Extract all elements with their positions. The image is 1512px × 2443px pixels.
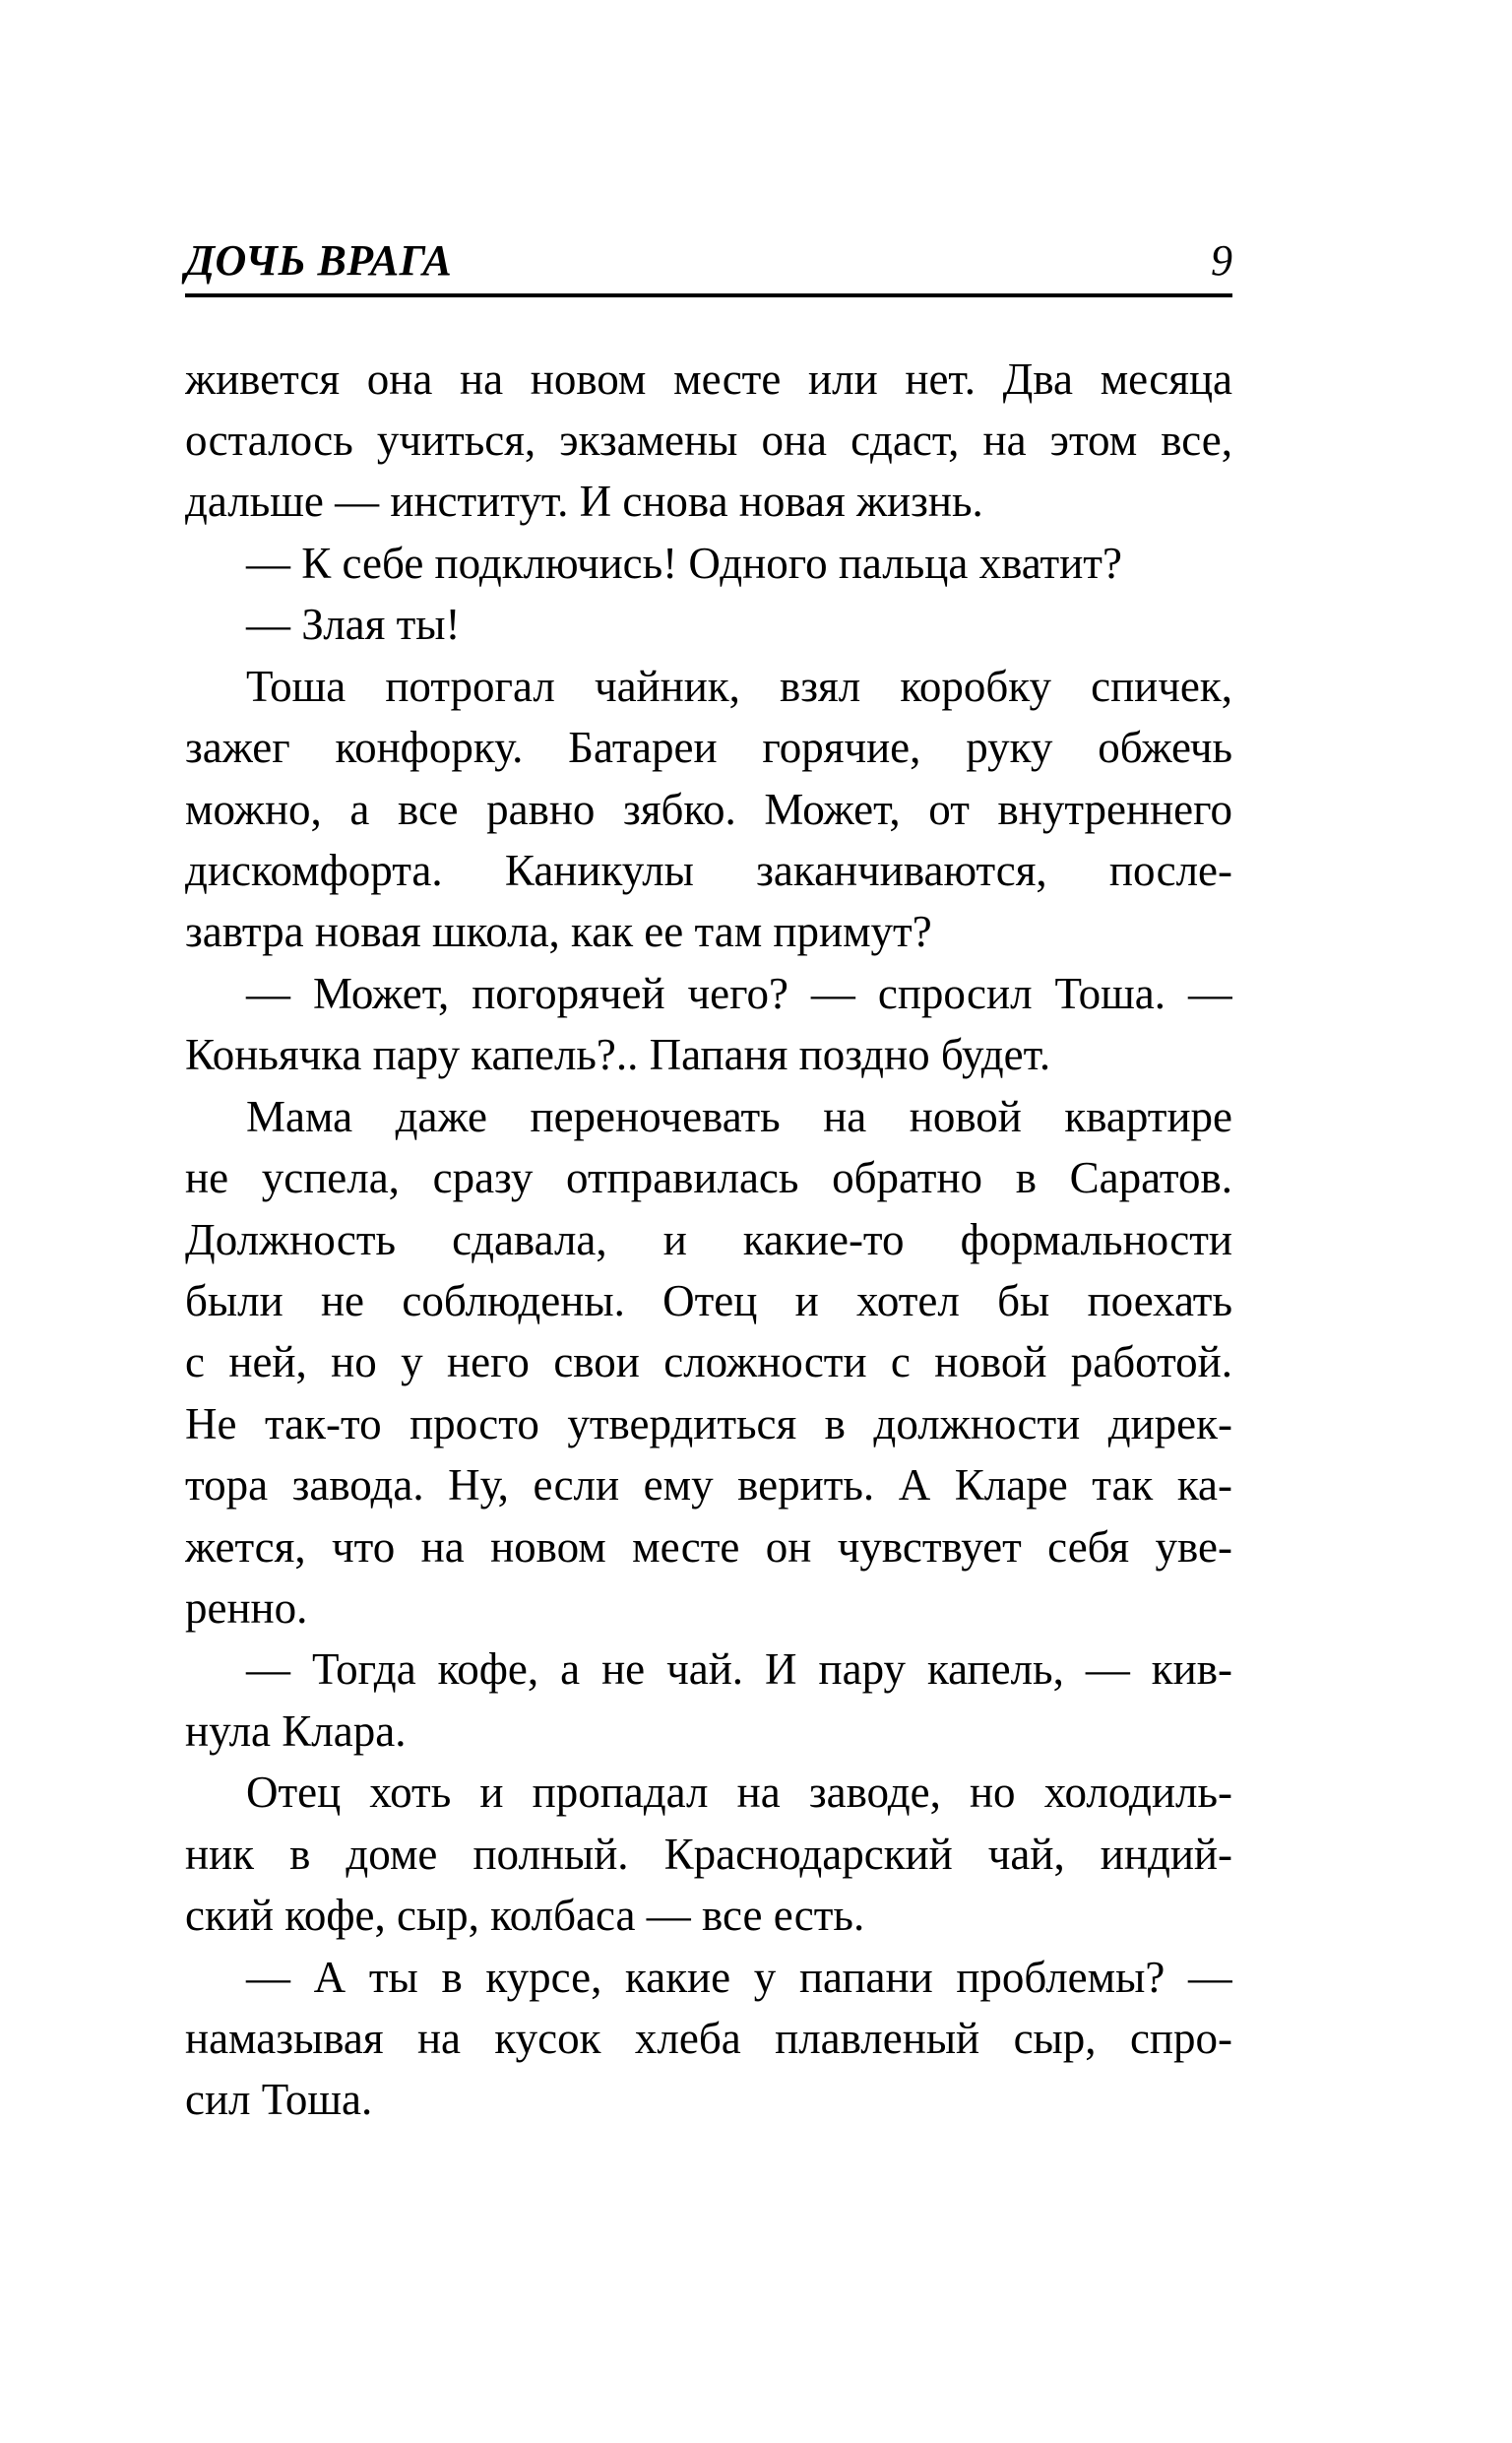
running-header	[185, 236, 1232, 285]
text-line: Должность сдавала, и какие-то формальности	[185, 1214, 1232, 1264]
text-line: осталось учиться, экзамены она сдаст, на этом все,	[185, 416, 1232, 466]
text-line: живется она на новом месте или нет. Два месяца	[185, 354, 1232, 404]
header-rule	[185, 293, 1232, 297]
paragraph-first-line: Тоша потрогал чайник, взял коробку спичек,	[246, 661, 1232, 711]
text-line: намазывая на кусок хлеба плавленый сыр, спро-	[185, 2013, 1232, 2063]
paragraph-first-line: Отец хоть и пропадал на заводе, но холодиль-	[246, 1768, 1232, 1818]
text-line: ник в доме полный. Краснодарский чай, индий-	[185, 1829, 1232, 1879]
text-line: зажег конфорку. Батареи горячие, руку обжечь	[185, 723, 1232, 773]
body-text	[185, 349, 1232, 2131]
text-line: не успела, сразу отправилась обратно в Саратов.	[185, 1153, 1232, 1203]
text-line: жется, что на новом месте он чувствует себя уве-	[185, 1521, 1232, 1572]
text-line: были не соблюдены. Отец и хотел бы поехать	[185, 1275, 1232, 1325]
dialogue-line: — К себе подключись! Одного пальца хватит?	[246, 538, 1122, 588]
text-line: сил Тоша.	[185, 2075, 373, 2125]
text-line: тора завода. Ну, если ему верить. А Кларе так ка-	[185, 1460, 1232, 1511]
text-line: дальше — институт. И снова новая жизнь.	[185, 477, 983, 527]
page-number: 9	[1211, 236, 1232, 285]
text-line: дискомфорта. Каникулы заканчиваются, после-	[185, 845, 1232, 895]
text-line: ренно.	[185, 1583, 308, 1634]
running-title: ДОЧЬ ВРАГА	[185, 236, 453, 285]
text-line: нула Клара.	[185, 1705, 407, 1756]
text-line: Не так-то просто утвердиться в должности дирек-	[185, 1398, 1232, 1448]
text-line: можно, а все равно зябко. Может, от внутреннего	[185, 784, 1232, 834]
text-line: завтра новая школа, как ее там примут?	[185, 907, 932, 957]
dialogue-line: — Может, погорячей чего? — спросил Тоша. —	[246, 968, 1232, 1018]
dialogue-line: — Злая ты!	[246, 600, 461, 650]
text-line: Коньячка пару капель?.. Папаня поздно будет.	[185, 1030, 1051, 1080]
dialogue-line: — А ты в курсе, какие у папани проблемы? —	[246, 1952, 1232, 2002]
text-line: ский кофе, сыр, колбаса — все есть.	[185, 1891, 865, 1941]
paragraph-first-line: Мама даже переночевать на новой квартире	[246, 1091, 1232, 1141]
text-line: с ней, но у него свои сложности с новой работой.	[185, 1337, 1232, 1387]
dialogue-line: — Тогда кофе, а не чай. И пару капель, — кив-	[246, 1644, 1232, 1695]
